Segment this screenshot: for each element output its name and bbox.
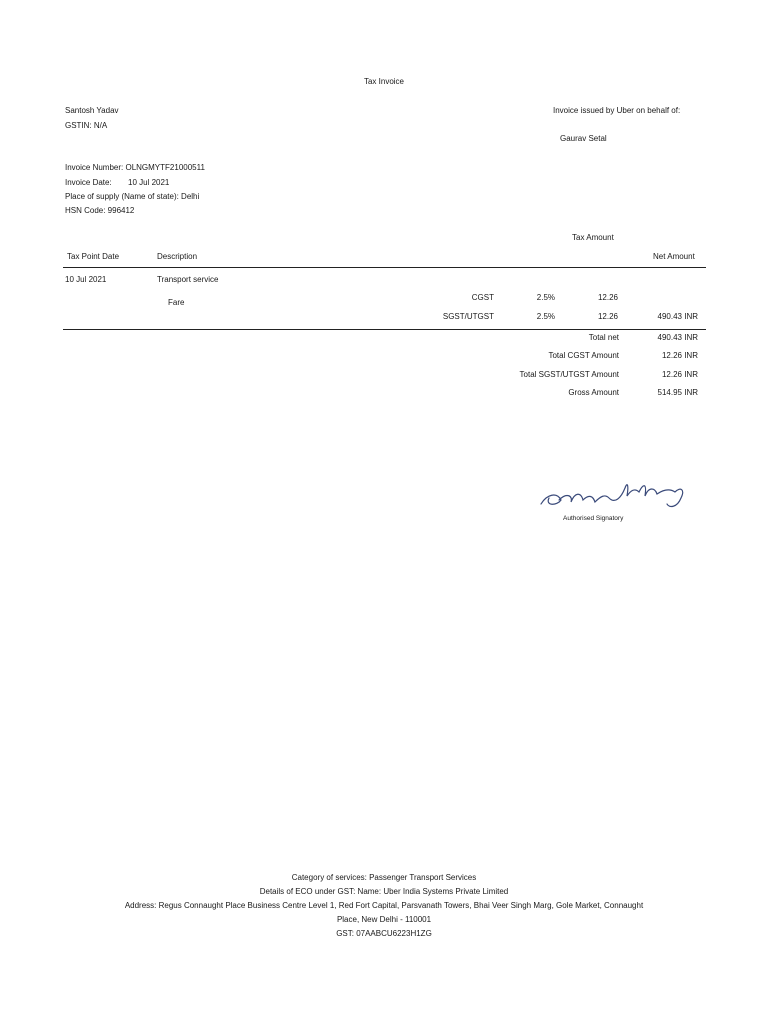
invoice-number: Invoice Number: OLNGMYTF21000511 [65, 163, 205, 172]
row-date: 10 Jul 2021 [65, 275, 107, 284]
invoice-date-value: 10 Jul 2021 [128, 178, 170, 187]
total-sgst-value: 12.26 INR [661, 370, 698, 379]
sgst-label: SGST/UTGST [442, 312, 494, 321]
cgst-amount: 12.26 [597, 293, 618, 302]
sgst-amount: 12.26 [597, 312, 618, 321]
issued-by-text: Invoice issued by Uber on behalf of: [553, 106, 681, 115]
gross-amount-value: 514.95 INR [657, 388, 698, 397]
row-net-amount: 490.43 INR [657, 312, 698, 321]
footer-category: Category of services: Passenger Transport Services [291, 873, 477, 882]
cgst-label: CGST [471, 293, 494, 302]
col-tax-point-date: Tax Point Date [67, 252, 120, 261]
total-cgst-value: 12.26 INR [661, 351, 698, 360]
tax-amount-header: Tax Amount [572, 233, 614, 242]
hsn-code: HSN Code: 996412 [65, 206, 135, 215]
total-sgst-label: Total SGST/UTGST Amount [519, 370, 619, 379]
customer-gstin: GSTIN: N/A [65, 121, 108, 130]
driver-name: Gaurav Setal [560, 134, 607, 143]
sgst-rate: 2.5% [536, 312, 555, 321]
col-description: Description [157, 252, 198, 261]
header-divider [63, 267, 706, 268]
invoice-date-label: Invoice Date: [65, 178, 112, 187]
fare-label: Fare [168, 298, 185, 307]
footer-address-cont: Place, New Delhi - 110001 [336, 915, 432, 924]
customer-name: Santosh Yadav [65, 106, 119, 115]
gross-amount-label: Gross Amount [568, 388, 619, 397]
cgst-rate: 2.5% [536, 293, 555, 302]
row-description: Transport service [157, 275, 219, 284]
footer-eco-details: Details of ECO under GST: Name: Uber India Systems Private Limited [259, 887, 509, 896]
col-net-amount: Net Amount [653, 252, 695, 261]
signature-image [535, 478, 695, 514]
total-net-value: 490.43 INR [657, 333, 698, 342]
total-cgst-label: Total CGST Amount [548, 351, 619, 360]
footer-gst: GST: 07AABCU6223H1ZG [336, 929, 432, 938]
total-net-label: Total net [588, 333, 619, 342]
footer-address: Address: Regus Connaught Place Business Centre Level 1, Red Fort Capital, Parsvanath Towers, Bhai Veer Singh Marg, Gole Market, Connaught [124, 901, 644, 910]
authorised-signatory-caption: Authorised Signatory [563, 515, 624, 522]
table-bottom-divider [63, 329, 706, 330]
invoice-title: Tax Invoice [363, 77, 405, 86]
place-of-supply: Place of supply (Name of state): Delhi [65, 192, 200, 201]
